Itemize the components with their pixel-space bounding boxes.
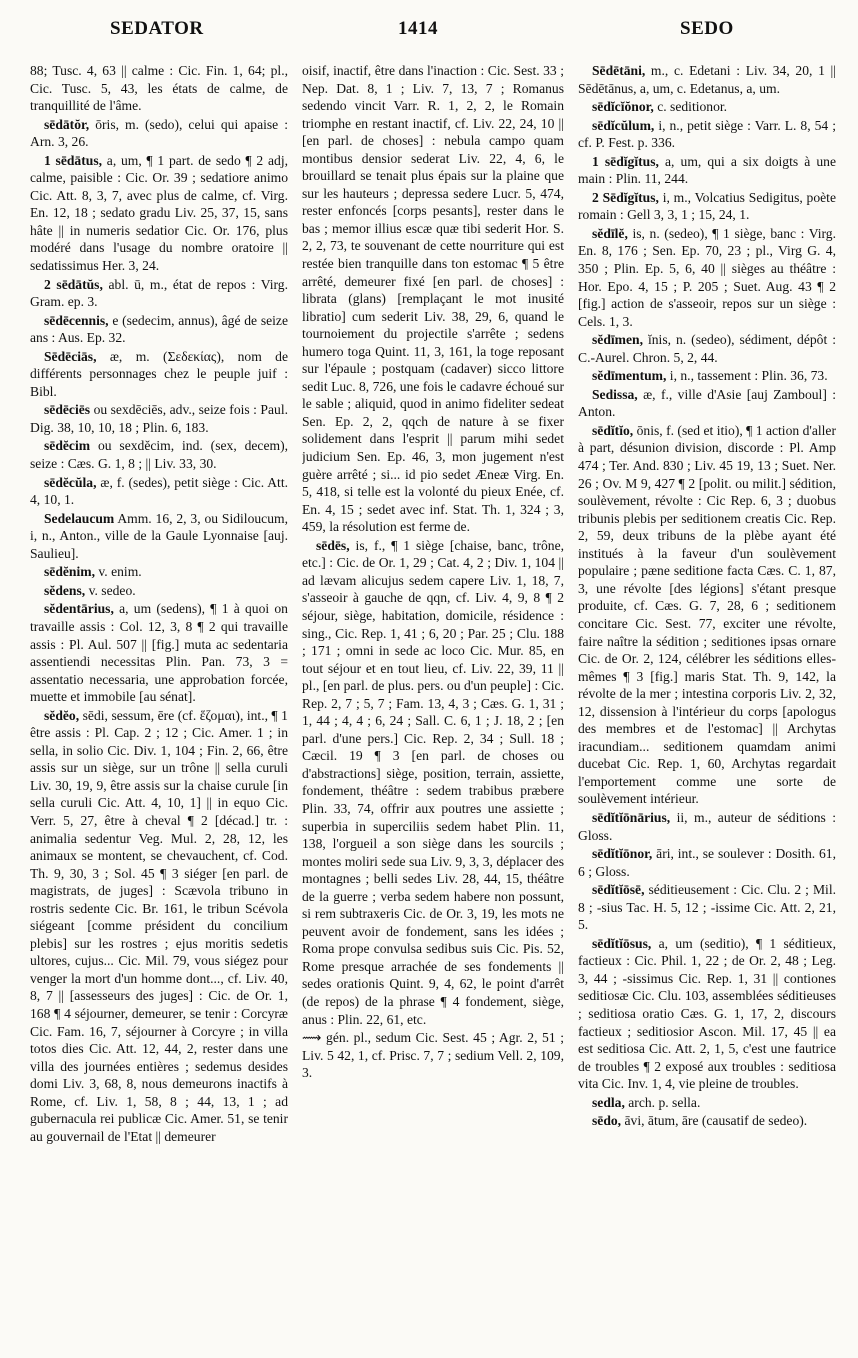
column-right — [578, 62, 836, 1352]
dictionary-entry — [30, 600, 288, 705]
headword: sēdātŏr, — [44, 116, 90, 132]
dictionary-entry — [578, 189, 836, 224]
running-head-right: SEDO — [680, 18, 734, 39]
dictionary-entry — [578, 367, 836, 385]
headword: 2 sēdātŭs, — [44, 276, 103, 292]
dictionary-entry — [578, 153, 836, 188]
page-header — [0, 18, 858, 48]
headword: sĕdīmentum, — [592, 368, 667, 384]
headword: Sēdētāni, — [592, 63, 646, 78]
dictionary-entry — [30, 474, 288, 509]
dictionary-entry — [578, 386, 836, 421]
dictionary-entry — [30, 276, 288, 311]
dictionary-entry — [578, 117, 836, 152]
dictionary-entry — [302, 537, 564, 1028]
entry-definition: is, f., ¶ 1 siège [chaise, banc, trône, etc.] : Cic. de Or. 1, 29 ; Cat. 4, 2 ; Div. 1, 104 || ad lævam alicujus sedem capere Liv. 1, 18, 7, s'asseoir à gauche de qqn, cf. Liv. 4, 9, 8 ¶ 2 séjour, siège, habitation, domicile, résidence : sing., Cic. Rep. 1, 41 ; 6, 20 ; Par. 25 ; Clu. 188 ; 171 ; omni in sede ac loco Cic. Mur. 85, en tout séjour et en tout lieu, cf. Liv. 22, 39, 11 || pl., [en parl. de plus. pers. ou d'un peuple] : Cic. Rep. 2, 7 ; 5, 7 ; Fam. 13, 4, 3 ; Cæs. G. 1, 31 ; 1, 44 ; 4, 4 ; 6, 24 ; Sall. C. 6, 1 ; J. 18, 2 ; [en parl. d'une pers.] Cic. Rep. 2, 34 ; Sull. 18 ; Cæcil. 19 ¶ 3 [en parl. de choses ou d'abstractions] siège, position, terrain, assiette, fondement, théâtre : sedem trabibus præbere Plin. 33, 74, offrir aux poutres une assiette ; superbia in superciliis sedem habet Plin. 11, 138, l'orgueil a son siège dans les sourcils ; montes moliri sede sua Liv. 9, 3, 3, déplacer des montagnes ; belli sedes Liv. 28, 44, 15, théâtre de la guerre ; verba sedem habere non possunt, si rem subtraxeris Cic. de Or. 3, 19, les mots ne peuvent avoir de fondement, sans les idées ; Roma prope convulsa sedibus suis Cic. Pis. 52, Rome presque arrachée de ses fondements || sedes orationis Quint. 9, 4, 62, le point d'arrêt (de repos) de la phrase ¶ 4 fondement, siège, anus : Plin. 22, 61, etc. — [302, 537, 564, 1027]
dictionary-entry — [578, 1112, 836, 1130]
dictionary-entry — [30, 348, 288, 401]
dictionary-entry — [30, 563, 288, 581]
dictionary-entry — [302, 62, 564, 536]
headword: sēdĕcŭla, — [44, 474, 97, 490]
headword: 2 Sēdĭgĭtus, — [592, 189, 659, 205]
entry-definition: 88; Tusc. 4, 63 || calme : Cic. Fin. 1, 64; pl., Cic. Tusc. 5, 43, les états de calme, de tranquillité de l'âme. — [30, 63, 288, 114]
entry-definition: āri, int., se soulever : Dosith. 61, 6 ; Gloss. — [578, 846, 836, 879]
dictionary-entry — [578, 881, 836, 934]
dictionary-entry — [578, 225, 836, 330]
headword: sēdĭcĭŏnor, — [592, 99, 654, 115]
headword: sēdĕnim, — [44, 564, 95, 580]
dictionary-entry — [578, 845, 836, 880]
headword: sēdēciēs — [44, 402, 91, 418]
dictionary-entry — [578, 809, 836, 844]
dictionary-entry — [30, 707, 288, 1146]
entry-definition: ⟿ gén. pl., sedum Cic. Sest. 45 ; Agr. 2, 51 ; Liv. 5 42, 1, cf. Prisc. 7, 7 ; sedium Vell. 2, 109, 3. — [302, 1030, 564, 1081]
entry-definition: arch. p. sella. — [628, 1094, 701, 1110]
dictionary-entry — [30, 62, 288, 115]
entry-definition: a, um, qui a six doigts à une main : Plin. 11, 244. — [578, 153, 836, 187]
entry-definition: ou sexdĕcim, ind. (sex, decem), seize : Cæs. G. 1, 8 ; || Liv. 33, 30. — [30, 438, 288, 472]
entry-definition: sēdi, sessum, ēre (cf. ἕζομαι), int., ¶ 1 être assis : Pl. Cap. 2 ; 12 ; Cic. Amer. 1 ; in sella, in solio Cic. Div. 1, 104 ; Fin. 2, 66, être assis sur un siège, sur un trône || sella curuli Liv. 30, 19, 9, être assis sur la chaise curule [in sella curuli Cic. Att. 4, 10, 1] || in equo Cic. Verr. 5, 27, être à cheval ¶ 2 [décad.] tr. : animalia sedentur Veg. Mul. 2, 28, 12, les animaux se montent, se chevauchent, cf. Cod. Th. 9, 30, 3 ; Sol. 45 ¶ 3 siéger [en parl. de magistrats, de juges] : Scævola tribuno in rostris sedente Cic. Br. 161, le tribun Scévola siégeant [comme président du concilium plebis] sur les rostres ; ejus moritis sedetis ultores, cujus... Cic. Mil. 79, vous siégez pour venger la mort d'un homme dont..., cf. Liv. 40, 8, 7 || [assesseurs des juges] : Cic. de Or. 1, 168 ¶ 4 séjourner, demeurer, se tenir : Corcyræ Cic. Fam. 16, 7, séjourner à Corcyre ; in villa totos dies Cic. Att. 12, 44, 2, rester dans une villa des journées entières ; sedemus desides domi Liv. 3, 68, 8, nous demeurons inactifs à Rome, cf. Liv. 1, 58, 8 ; 44, 13, 1 ; ad gubernacula rei publicæ Cic. Amer. 51, se tenir au gouvernail de l'Etat || demeurer — [30, 707, 288, 1144]
entry-definition: ou sexdēciēs, adv., seize fois : Paul. Dig. 38, 10, 10, 18 ; Plin. 6, 183. — [30, 402, 288, 435]
entry-definition: is, n. (sedeo), ¶ 1 siège, banc : Virg. En. 8, 176 ; Sen. Ep. 70, 23 ; pl., Virg G. 4, 350 ; Plin. Ep. 5, 6, 40 || sièges au théâtre : Hor. Epo. 4, 15 ; P. 205 ; Suet. Aug. 43 ¶ 2 [fig.] action de s'asseoir, repos sur un siège : Cels. 1, 3. — [578, 225, 836, 329]
entry-definition: c. seditionor. — [657, 99, 728, 115]
headword: sēdĭtĭōsus, — [592, 935, 652, 951]
entry-definition: m., c. Edetani : Liv. 34, 20, 1 || Sēdētānus, a, um, c. Edetanus, a, um. — [578, 63, 836, 96]
headword: sēdĭtĭōnor, — [592, 846, 653, 862]
entry-definition: v. sedeo. — [88, 582, 136, 598]
dictionary-entry — [30, 116, 288, 151]
entry-definition: i, n., tassement : Plin. 36, 73. — [669, 368, 828, 384]
entry-definition: v. enim. — [98, 564, 142, 580]
headword: sĕdīlĕ, — [592, 225, 628, 241]
entry-definition: æ, f. (sedes), petit siège : Cic. Att. 4, 10, 1. — [30, 474, 288, 508]
headword: sĕdĕo, — [44, 707, 80, 723]
headword: sēdĭtĭōsē, — [592, 882, 645, 898]
column-left — [30, 62, 288, 1352]
running-head-left: SEDATOR — [110, 18, 204, 39]
entry-definition: a, um, ¶ 1 part. de sedo ¶ 2 adj, calme, paisible : Cic. Or. 39 ; sedatiore animo Cic. Att. 8, 3, 7, avec plus de calme, cf. Virg. En. 12, 18 ; sedato gradu Liv. 25, 37, 15, sans hâte || in numeris sedatior Cic. Or. 176, plus modéré dans l'usage du nombre oratoire || sedatissimus Her. 3, 24. — [30, 152, 288, 274]
headword: sēdĕcim — [44, 438, 91, 454]
entry-definition: a, um (seditio), ¶ 1 séditieux, factieux : Cic. Phil. 1, 22 ; de Or. 2, 48 ; Leg. 3, 44 ; -sissimus Cic. Rep. 1, 31 || contiones seditiosæ Cic. Clu. 103, assemblées séditieuses ; seditiosa oratio Cæs. G. 1, 17, 2, discours factieux ; seditiosior Ascon. Mil. 17, 45 || ea est seditiosa Cic. Att. 2, 1, 5, c'est une fautrice de troubles ¶ 2 exposé aux troubles : seditiosa vita Cic. Inv. 1, 4, vie pleine de troubles. — [578, 935, 836, 1092]
entry-definition: ii, m., auteur de séditions : Gloss. — [578, 809, 836, 843]
entry-definition: oisif, inactif, être dans l'inaction : Cic. Sest. 33 ; Nep. Dat. 8, 1 ; Liv. 7, 13, 7 ; Romanus sedendo vincit Varr. R. 1, 2, 2, le Romain triomphe en restant inactif, cf. Liv. 22, 24, 10 || [en parl. de choses] : nebula campo quam montibus densior sederat Liv. 22, 4, 6, le brouillard se tenait plus épais sur la plaine que sur les hauteurs ; depressa sedere Lucr. 5, 474, rester enfoncés [corps pesants], rester dans le bas ; memor illius escæ quæ tibi sederit Hor. S. 2, 2, 73, te souvenant de cette nourriture qui est restée bien tranquille dans ton estomac ¶ 5 être arrêté, demeurer fixé [en parl. de choses] : librata (glans) [remplaçant le mot inusité libratio] cum sederit Liv. 38, 29, 6, quand le tournoiement du projectile s'arrête ; sedens humero toga Quint. 11, 3, 161, la toge reposant sur l'épaule ; postquam (cadaver) sicco littore sedit Luc. 8, 726, une fois le cadavre échoué sur le sable ; aliquid, quod in animo fideliter sedeat Sen. Ep. 2, 2, qqch de nature à se fixer solidement dans l'esprit || parum mihi sedet judicium Sen. Ep. 46, 3, mon jugement n'est guère arrêté ; si... id pio sedet Æneæ Virg. En. 5, 418, si telle est la volonté du pieux Enée, cf. En. 4, 15 ; sedet avec inf. Stat. Th. 1, 324 ; 3, 459, la résolution est ferme de. — [302, 63, 564, 535]
entry-definition: e (sedecim, annus), âgé de seize ans : Aus. Ep. 32. — [30, 312, 288, 346]
headword: sĕdīmen, — [592, 332, 643, 348]
headword: sēdēcennis, — [44, 312, 109, 328]
entry-definition: i, n., petit siège : Varr. L. 8, 54 ; cf. P. Fest. p. 336. — [578, 117, 836, 151]
headword: sēdēs, — [316, 537, 350, 553]
entry-definition: a, um (sedens), ¶ 1 à quoi on travaille assis : Col. 12, 3, 8 ¶ 2 qui travaille assis : Pl. Aul. 507 || [fig.] muta ac sedentaria assentiendi necessitas Plin. Pan. 73, 3 = assentatio necessaria, une approbation forcée, muette et immobile [au sénat]. — [30, 601, 288, 705]
headword: sĕdens, — [44, 582, 86, 598]
dictionary-entry — [30, 312, 288, 347]
dictionary-entry — [30, 152, 288, 275]
entry-definition: abl. ū, m., état de repos : Virg. Gram. ep. 3. — [30, 276, 288, 310]
entry-definition: i, m., Volcatius Sedigitus, poète romain : Gell 3, 3, 1 ; 15, 24, 1. — [578, 189, 836, 223]
headword: sēdĭcŭlum, — [592, 117, 655, 133]
dictionary-entry — [30, 510, 288, 563]
dictionary-entry — [30, 401, 288, 436]
entry-definition: ĭnis, n. (sedeo), sédiment, dépôt : C.-Aurel. Chron. 5, 2, 44. — [578, 332, 836, 365]
dictionary-entry — [30, 437, 288, 472]
entry-definition: āvi, ātum, āre (causatif de sedeo). — [624, 1113, 808, 1129]
entry-definition: Amm. 16, 2, 3, ou Sidiloucum, i, n., Anton., ville de la Gaule Lyonnaise [auj. Saulieu]. — [30, 510, 288, 561]
column-middle — [302, 62, 564, 1352]
entry-definition: séditieusement : Cic. Clu. 2 ; Mil. 8 ; -sius Tac. H. 5, 12 ; -issime Cic. Att. 2, 21, 5. — [578, 882, 836, 933]
dictionary-entry — [302, 1029, 564, 1082]
headword: 1 sēdĭgĭtus, — [592, 153, 659, 169]
entry-definition: æ, f., ville d'Asie [auj Zamboul] : Anton. — [578, 386, 836, 420]
page-number: 1414 — [398, 18, 438, 39]
dictionary-entry — [578, 935, 836, 1093]
entry-definition: ōnis, f. (sed et itio), ¶ 1 action d'aller à part, désunion division, discorde : Pl. Amp 474 ; Ter. And. 830 ; Liv. 45 19, 13 ; Suet. Ner. 26 ; Ov. M 9, 427 ¶ 2 [polit. ou milit.] sédition, soulèvement, révolte : Cic Rep. 6, 3 ; duobus tribunis plebis per seditionem creatis Cic. Rep. 2, 59, deux tribuns de la plèbe ayant été institués à la faveur d'un soulèvement populaire ; pæne seditione facta Cæs. C. 1, 87, 3, une révolte [des légions] s'étant presque produite, cf. Cæs. G. 7, 28, 6 ; seditionem concitare Cic. Sest. 77, exciter une révolte, faire naître la sédition ; seditiones ipsas ornare Cic. de Or. 2, 124, célébrer les séditions elles-mêmes ¶ 3 [fig.] maris Stat. Th. 9, 142, la révolte de la mer ; intestina corporis Liv. 2, 32, 12, dissension à l'intérieur du corps [apologus des membres et de l'estomac] || Archytas iracundiam... seditionem quamdam animi ducebat Cic. Rep. 1, 60, Archytas regardait l'emportement comme une sorte de soulèvement intérieur. — [578, 422, 836, 807]
dictionary-entry — [30, 582, 288, 600]
dictionary-entry — [578, 98, 836, 116]
headword: Sedelaucum — [44, 510, 115, 526]
headword: 1 sēdātus, — [44, 152, 103, 168]
entry-definition: ōris, m. (sedo), celui qui apaise : Arn. 3, 26. — [30, 116, 288, 150]
headword: sĕdentārius, — [44, 601, 114, 617]
dictionary-entry — [578, 422, 836, 808]
headword: sedla, — [592, 1094, 625, 1110]
dictionary-entry — [578, 62, 836, 97]
headword: Sēdēciās, — [44, 348, 97, 364]
dictionary-entry — [578, 1094, 836, 1112]
headword: sēdĭtĭo, — [592, 422, 634, 438]
dictionary-entry — [578, 331, 836, 366]
headword: Sedissa, — [592, 386, 638, 402]
entry-definition: æ, m. (Σεδεκίας), nom de différents personnages chez le peuple juif : Bibl. — [30, 348, 288, 399]
headword: sēdo, — [592, 1113, 622, 1129]
headword: sēdĭtĭōnārius, — [592, 809, 671, 825]
